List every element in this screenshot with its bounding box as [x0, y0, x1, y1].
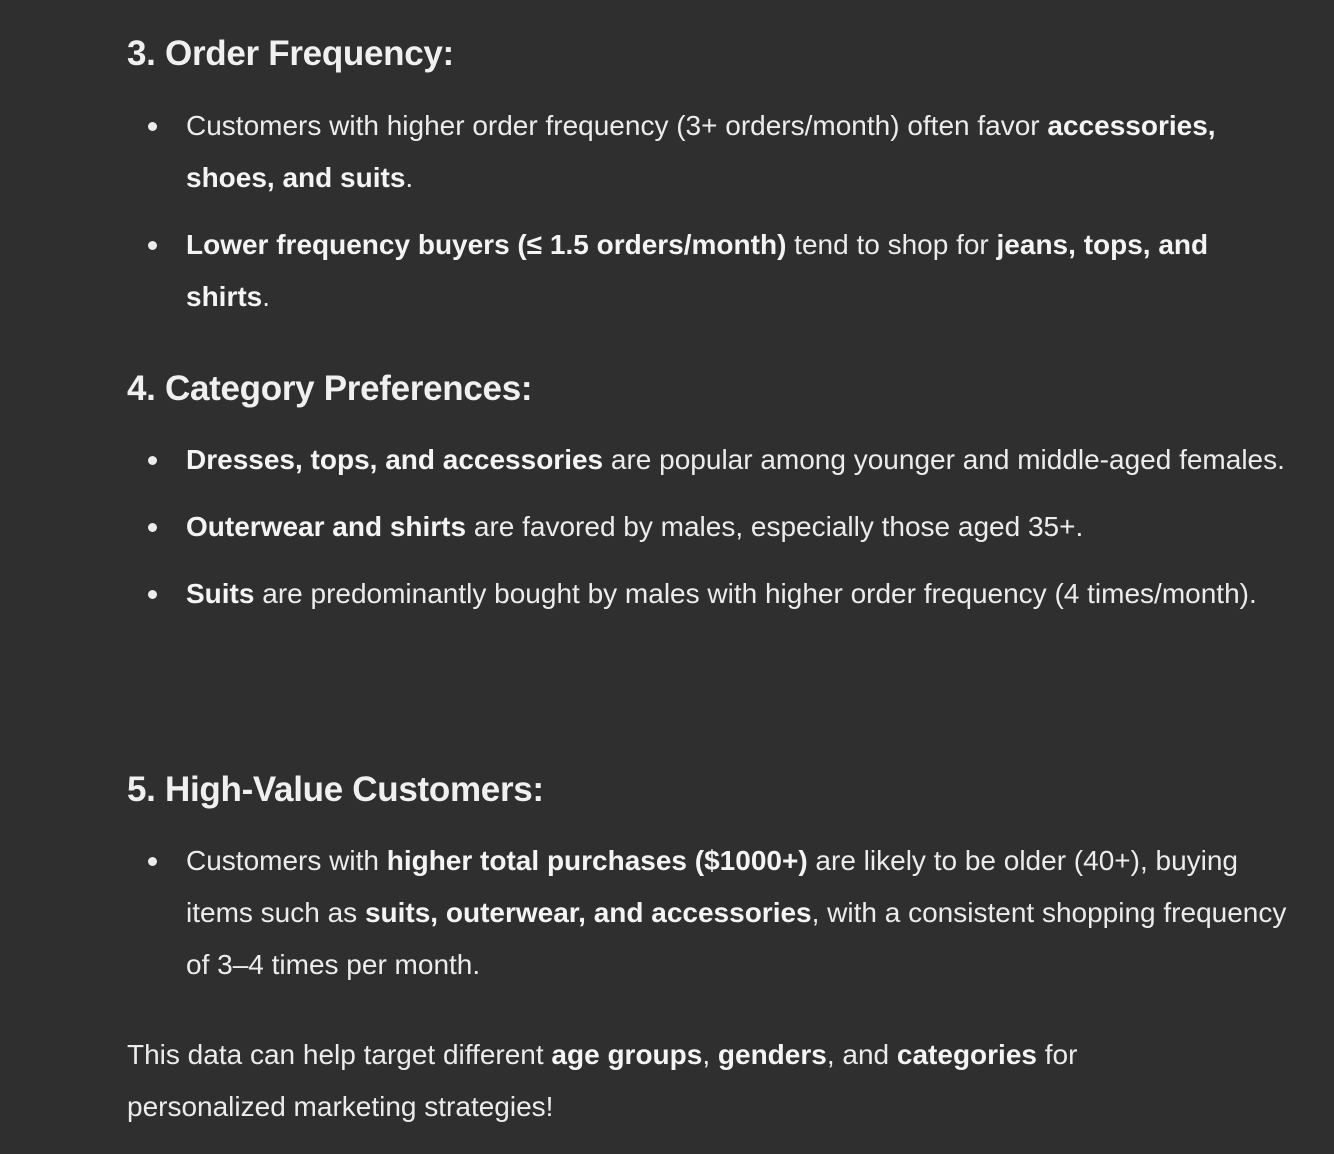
section-heading-high-value-customers: 5. High-Value Customers: — [127, 770, 544, 809]
bullet-icon — [148, 122, 157, 131]
order-frequency-list — [127, 100, 1297, 323]
category-preferences-list — [127, 434, 1297, 620]
bullet-icon — [148, 590, 157, 599]
list-item: Lower frequency buyers (≤ 1.5 orders/month) tend to shop for jeans, tops, and shirts. — [127, 219, 1297, 323]
list-item: Customers with higher total purchases ($1000+) are likely to be older (40+), buying items such as suits, outerwear, and accessories, with a consistent shopping frequency of 3–4 times per month. — [127, 835, 1297, 991]
closing-paragraph: This data can help target different age groups, genders, and categories for personalized marketing strategies! — [127, 1039, 1078, 1122]
section-heading-category-preferences: 4. Category Preferences: — [127, 369, 533, 408]
bullet-icon — [148, 523, 157, 532]
list-item: Suits are predominantly bought by males with higher order frequency (4 times/month). — [127, 568, 1297, 620]
list-item: Outerwear and shirts are favored by males, especially those aged 35+. — [127, 501, 1297, 553]
list-item: Dresses, tops, and accessories are popular among younger and middle-aged females. — [127, 434, 1297, 486]
list-item: Customers with higher order frequency (3+ orders/month) often favor accessories, shoes, and suits. — [127, 100, 1297, 204]
bullet-icon — [148, 241, 157, 250]
bullet-icon — [148, 456, 157, 465]
high-value-customers-list — [127, 835, 1297, 991]
bullet-icon — [148, 857, 157, 866]
section-heading-order-frequency: 3. Order Frequency: — [127, 34, 454, 73]
